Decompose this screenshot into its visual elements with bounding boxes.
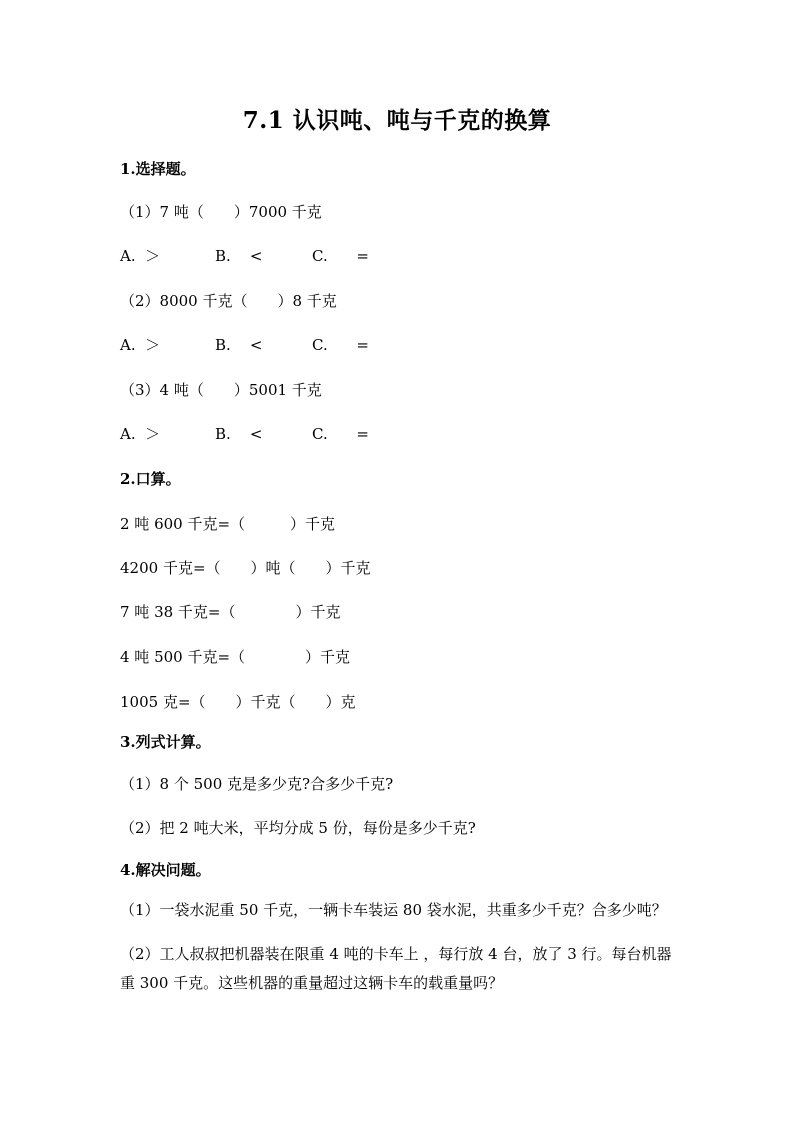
calculation-item: （2）把 2 吨大米，平均分成 5 份，每份是多少千克?	[120, 819, 476, 837]
greater-than-symbol: ＞	[145, 336, 161, 354]
option-a: A. ＞	[120, 336, 161, 354]
less-than-symbol: <	[249, 247, 263, 265]
mental-math-item: 1005 克=（ ）千克（ ）克	[120, 693, 356, 711]
mental-math-item: 2 吨 600 千克=（ ）千克	[120, 515, 336, 533]
option-c: C. =	[312, 425, 369, 443]
section2-heading: 2.口算。	[120, 470, 181, 488]
option-a: A. ＞	[120, 247, 161, 265]
section1-heading: 1.选择题。	[120, 160, 196, 178]
greater-than-symbol: ＞	[145, 425, 161, 443]
question-3-text: （3）4 吨（ ）5001 千克	[120, 381, 322, 399]
mental-math-item: 7 吨 38 千克=（ ）千克	[120, 603, 341, 621]
less-than-symbol: <	[249, 336, 263, 354]
section3-heading: 3.列式计算。	[120, 733, 211, 751]
equals-symbol: =	[356, 247, 369, 265]
option-b: B. <	[215, 425, 263, 443]
greater-than-symbol: ＞	[145, 247, 161, 265]
section4-heading: 4.解决问题。	[120, 861, 211, 879]
option-c: C. =	[312, 247, 369, 265]
option-c: C. =	[312, 336, 369, 354]
less-than-symbol: <	[249, 425, 263, 443]
mental-math-item: 4 吨 500 千克=（ ）千克	[120, 648, 351, 666]
option-a: A. ＞	[120, 425, 161, 443]
word-problem-item: （1）一袋水泥重 50 千克，一辆卡车装运 80 袋水泥，共重多少千克？合多少吨？	[120, 901, 667, 919]
option-b: B. <	[215, 247, 263, 265]
equals-symbol: =	[356, 425, 369, 443]
question-1-text: （1）7 吨（ ）7000 千克	[120, 203, 322, 221]
mental-math-item: 4200 千克=（ ）吨（ ）千克	[120, 559, 371, 577]
word-problem-item: （2）工人叔叔把机器装在限重 4 吨的卡车上 ，每行放 4 台，放了 3 行。每台机器重 300 千克。这些机器的重量超过这辆卡车的载重量吗？	[120, 945, 672, 992]
question-2-text: （2）8000 千克（ ）8 千克	[120, 292, 337, 310]
option-b: B. <	[215, 336, 263, 354]
equals-symbol: =	[356, 336, 369, 354]
page-title: 7.1 认识吨、吨与千克的换算	[242, 107, 552, 134]
calculation-item: （1）8 个 500 克是多少克?合多少千克?	[120, 775, 394, 793]
